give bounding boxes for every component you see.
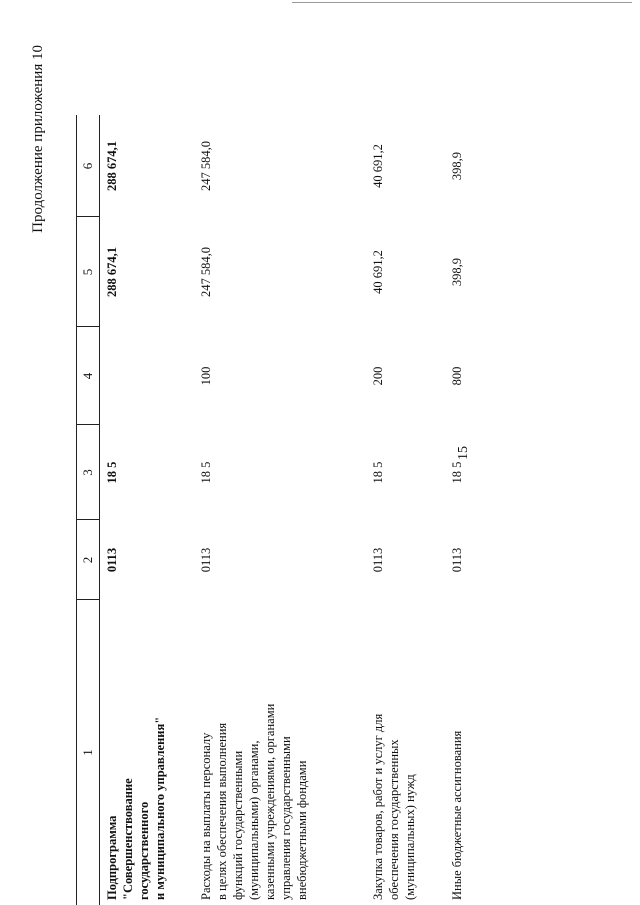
header-col-1: 1 <box>80 749 95 756</box>
table-row-name <box>198 672 310 900</box>
row-name-line: Подпрограмма <box>105 815 119 900</box>
row-name-line: казенными учреждениями, органами <box>263 703 277 900</box>
row-amount-col5: 247 584,0 <box>199 247 213 297</box>
row-name-line: обеспечения государственных <box>387 739 401 900</box>
row-section-code: 0113 <box>371 547 385 573</box>
row-name-line: и муниципального управления" <box>153 716 167 900</box>
row-name-line: внебюджетными фондами <box>295 760 309 900</box>
header-bottom-rule <box>99 115 100 905</box>
table-row-name <box>370 672 418 900</box>
row-name-line: в целях обеспечения выполнения <box>215 722 229 900</box>
row-target-code: 18 5 <box>450 461 464 484</box>
row-target-code: 18 5 <box>199 461 213 484</box>
appendix-caption: Продолжение приложения 10 <box>30 45 46 233</box>
row-expense-type: 800 <box>450 366 464 386</box>
row-name-line: Расходы на выплаты персоналу <box>199 732 213 900</box>
row-expense-type: 100 <box>199 366 213 386</box>
row-target-code: 18 5 <box>371 461 385 484</box>
row-amount-col5: 40 691,2 <box>371 250 385 294</box>
row-amount-col6: 288 674,1 <box>105 141 119 191</box>
header-col-2: 2 <box>80 556 95 564</box>
row-name-line: (муниципальными) органами, <box>247 740 261 900</box>
page-number: 15 <box>456 446 471 460</box>
header-col-6: 6 <box>80 162 95 170</box>
row-section-code: 0113 <box>105 547 119 573</box>
row-amount-col6: 40 691,2 <box>371 144 385 188</box>
row-name-line: "Совершенствование <box>121 778 135 900</box>
row-amount-col5: 398,9 <box>450 257 464 287</box>
row-amount-col5: 288 674,1 <box>105 247 119 297</box>
table-row-name <box>449 672 465 900</box>
row-expense-type: 200 <box>371 366 385 386</box>
row-target-code: 18 5 <box>105 461 119 484</box>
table-row-name <box>104 672 168 900</box>
row-section-code: 0113 <box>199 547 213 573</box>
row-amount-col6: 398,9 <box>450 151 464 181</box>
row-section-code: 0113 <box>450 547 464 573</box>
row-name-line: (муниципальных) нужд <box>403 774 417 900</box>
header-col-3: 3 <box>80 469 95 476</box>
table-top-rule <box>76 115 77 905</box>
row-name-line: Иные бюджетные ассигнования <box>450 730 464 900</box>
header-col-4: 4 <box>80 372 95 380</box>
row-name-line: функций государственными <box>231 750 245 900</box>
row-name-line: Закупка товаров, работ и услуг для <box>371 713 385 900</box>
row-name-line: государственного <box>137 801 151 900</box>
row-amount-col6: 247 584,0 <box>199 141 213 191</box>
header-col-5: 5 <box>80 268 95 276</box>
row-name-line: управления государственными <box>279 736 293 900</box>
